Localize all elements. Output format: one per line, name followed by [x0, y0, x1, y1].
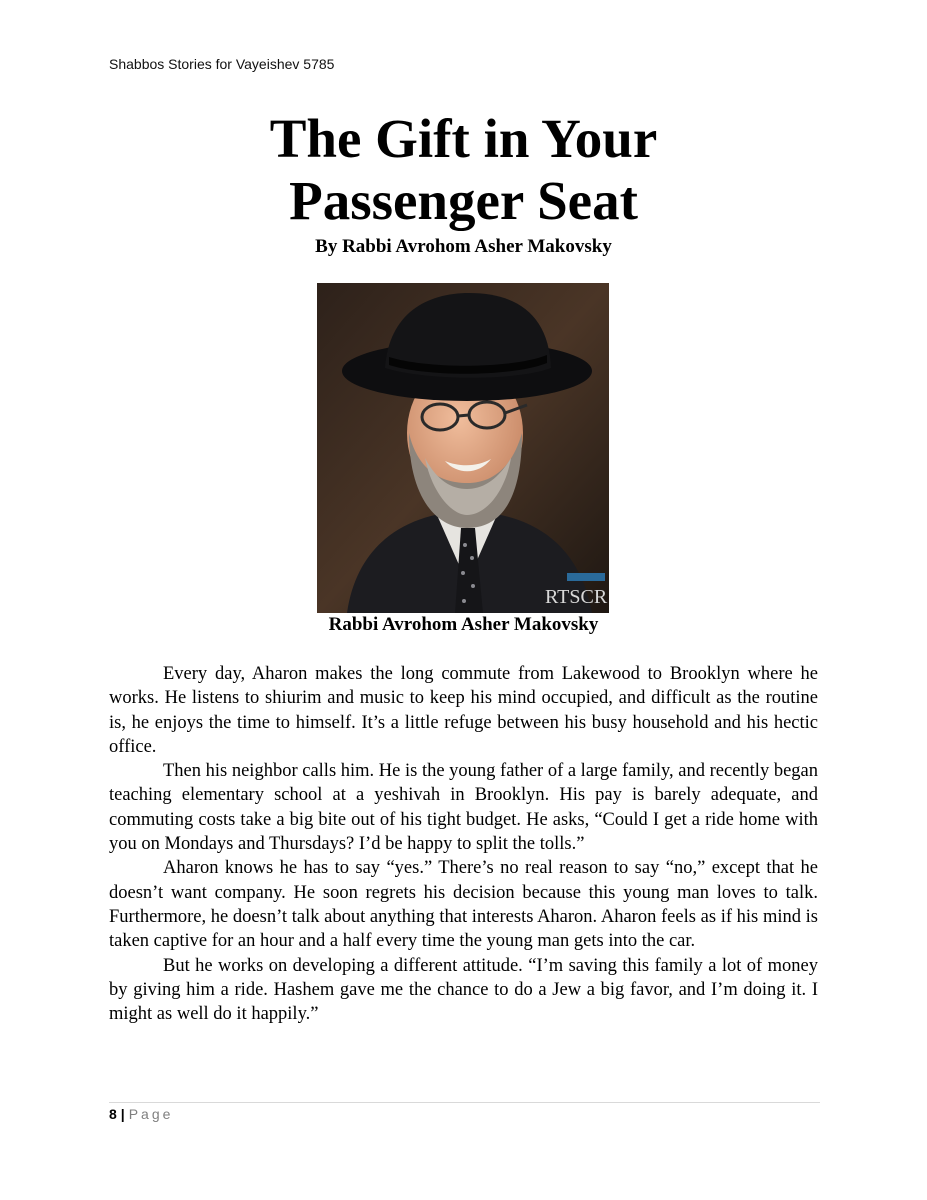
- footer-separator: |: [120, 1106, 125, 1122]
- article-body: [109, 662, 818, 1026]
- footer-divider: [109, 1102, 820, 1103]
- author-photo: [317, 283, 609, 613]
- page-number: 8: [109, 1106, 117, 1122]
- page-footer: [109, 1106, 173, 1122]
- title-line-2: Passenger Seat: [289, 170, 638, 231]
- byline: By Rabbi Avrohom Asher Makovsky: [315, 236, 612, 257]
- photo-watermark: RTSCR: [545, 586, 608, 608]
- paragraph: Every day, Aharon makes the long commute from Lakewood to Brooklyn where he works. He listens to shiurim and music to keep his mind occupied, and difficult as the routine is, he enjoys the time to himself. It’s a little refuge between his busy household and his hectic office.: [109, 664, 818, 757]
- paragraph: Then his neighbor calls him. He is the young father of a large family, and recently began teaching elementary school at a yeshivah in Brooklyn. His pay is barely adequate, and commuting costs take a big bite out of his tight budget. He asks, “Could I get a ride home with you on Mondays and Thursdays? I’d be happy to split the tolls.”: [109, 761, 818, 855]
- paragraph: But he works on developing a different attitude. “I’m saving this family a lot of money by giving him a ride. Hashem gave me the chance to do a Jew a big favor, and I’m doing it. I might as well do it happily.”: [109, 955, 818, 1025]
- page-label: Page: [128, 1106, 174, 1122]
- title-line-1: The Gift in Your: [269, 108, 658, 169]
- running-header: Shabbos Stories for Vayeishev 5785: [109, 56, 335, 72]
- paragraph: Aharon knows he has to say “yes.” There’s no real reason to say “no,” except that he doesn’t want company. He soon regrets his decision because this young man loves to talk. Furthermore, he doesn’t talk about anything that interests Aharon. Aharon feels as if his mind is taken captive for an hour and a half every time the young man gets into the car.: [109, 858, 818, 952]
- article-title: [0, 108, 927, 232]
- photo-caption: Rabbi Avrohom Asher Makovsky: [328, 614, 599, 635]
